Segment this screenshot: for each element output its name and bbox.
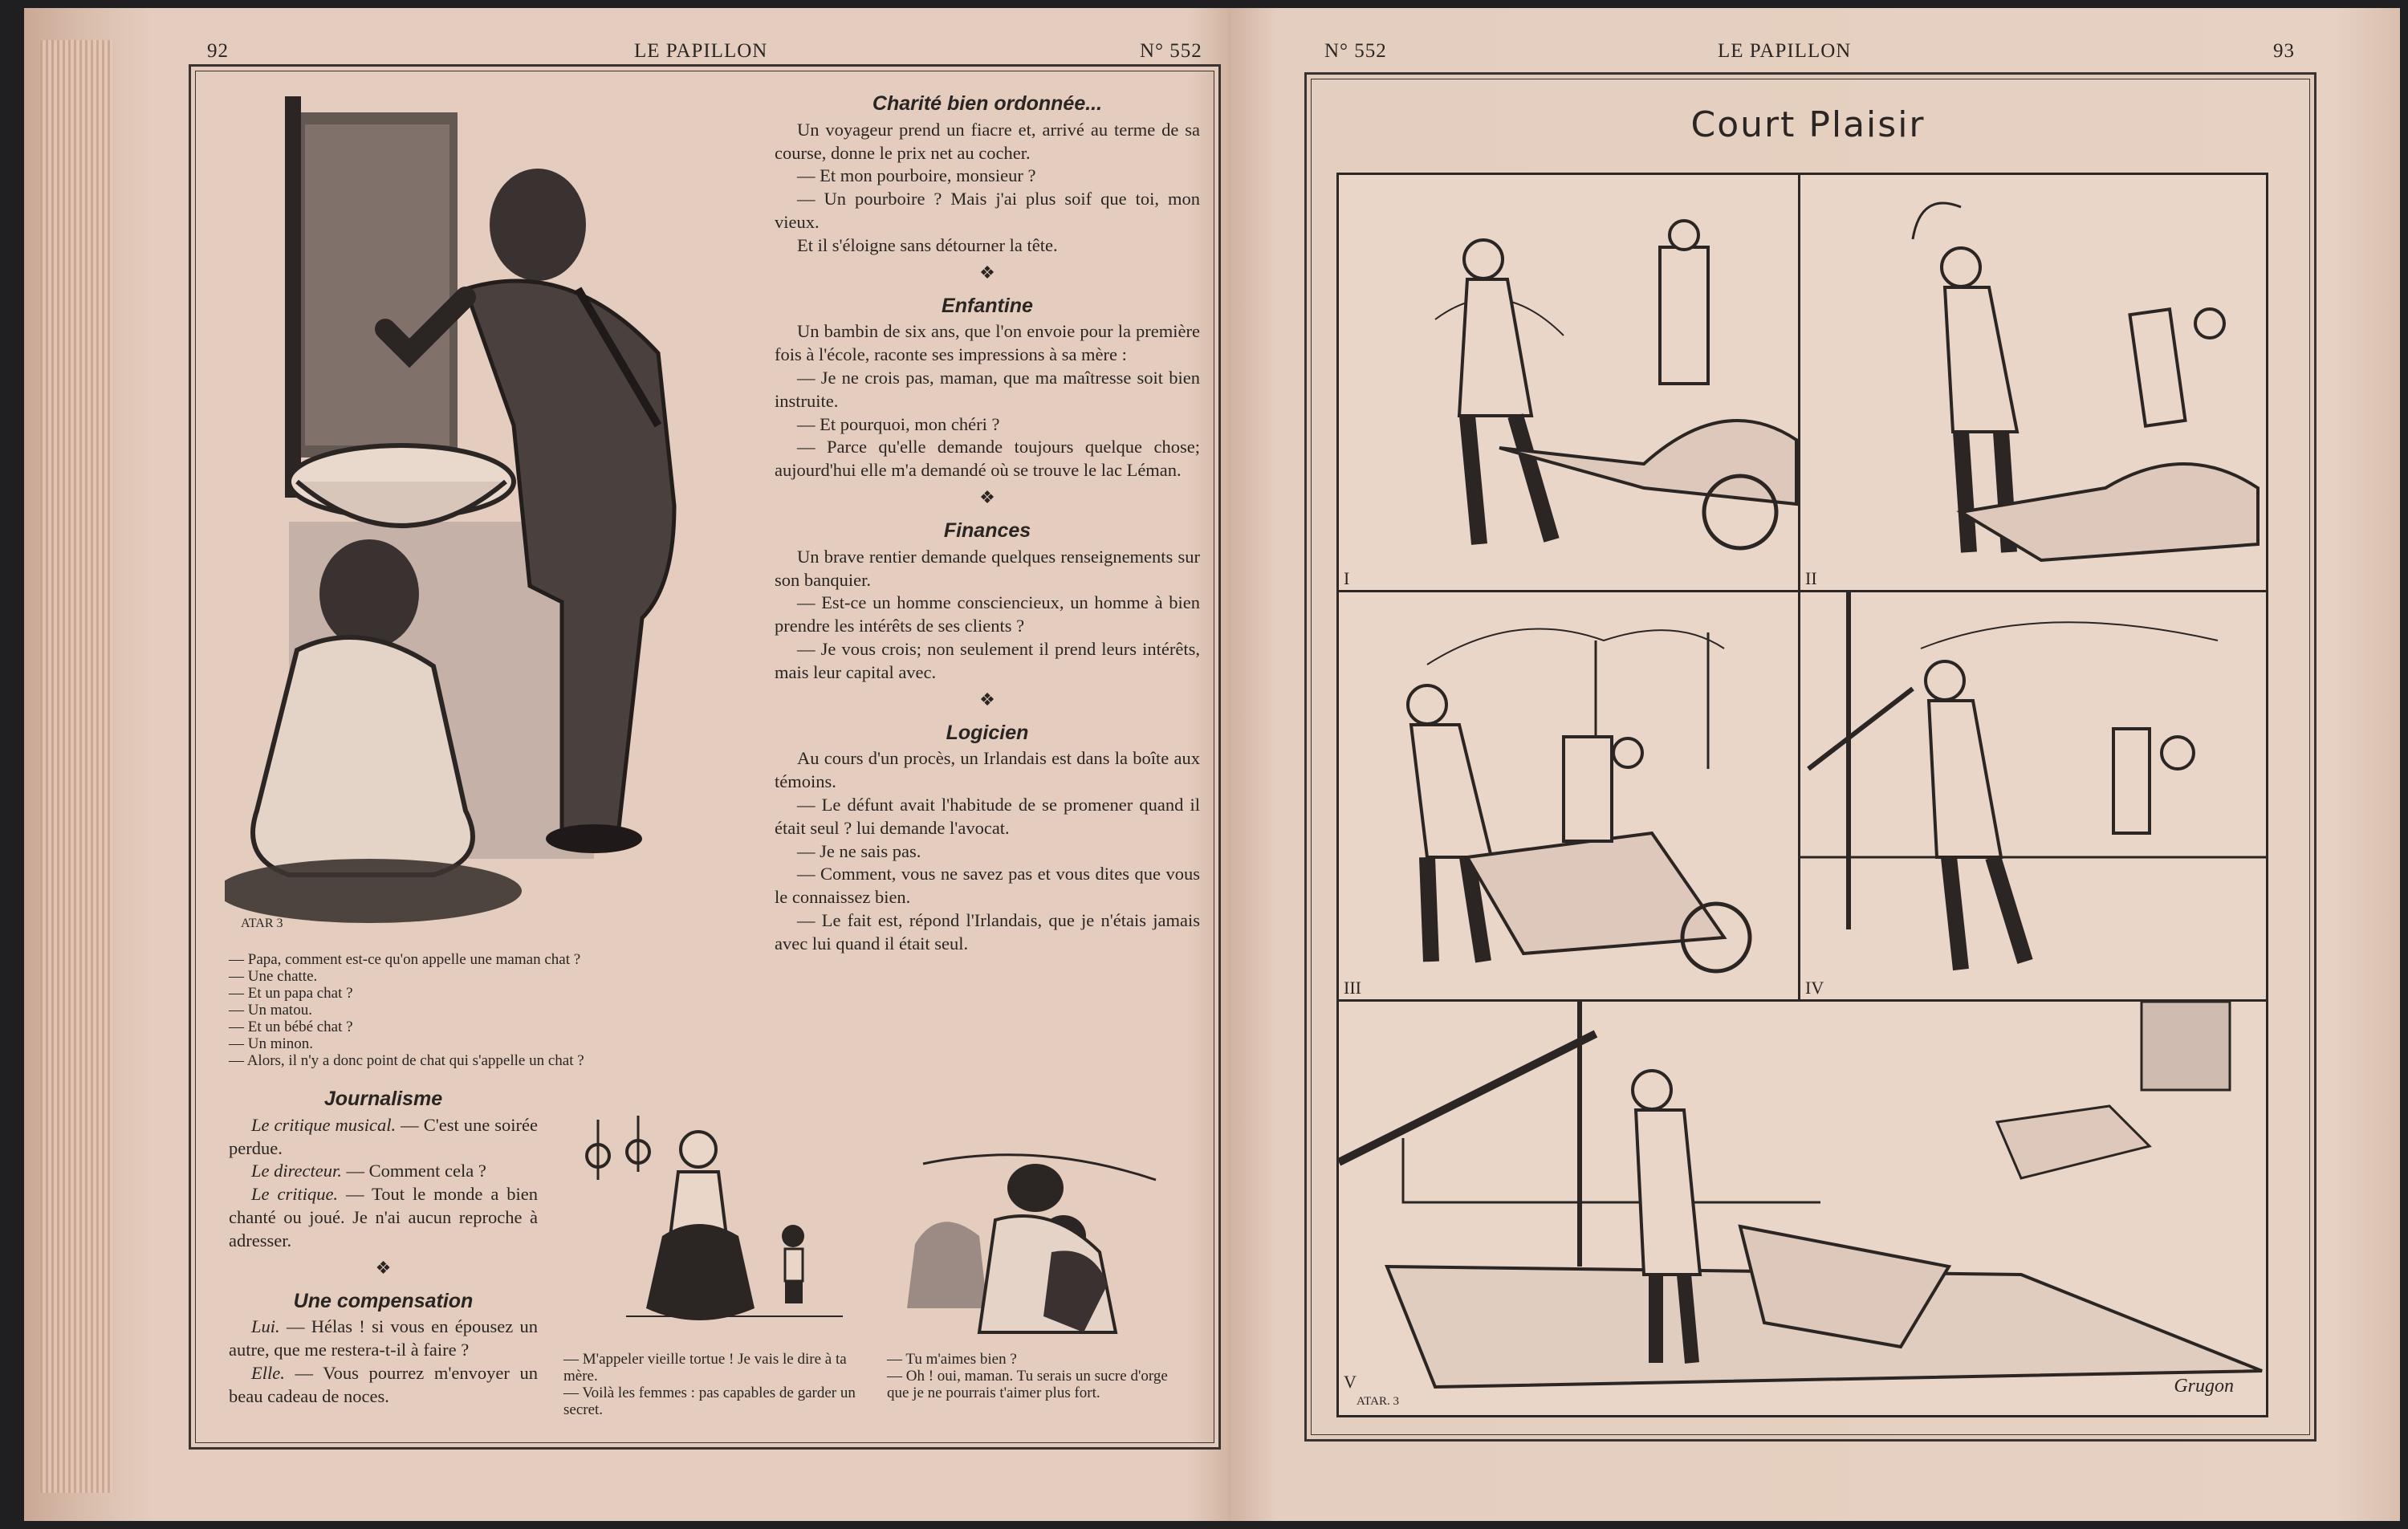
speaker: Le directeur. <box>251 1161 342 1181</box>
journal-title-left: LE PAPILLON <box>634 40 768 62</box>
comic-title: Court Plaisir <box>1690 104 1926 145</box>
journal-title-right: LE PAPILLON <box>1718 40 1852 62</box>
speaker: Elle. <box>251 1362 285 1383</box>
paragraph: — Je ne sais pas. <box>797 840 921 861</box>
panel-drawing <box>1800 592 2266 1002</box>
caption-tortue <box>563 1351 856 1418</box>
paragraph: — Je vous crois; non seulement il prend leurs intérêts, mais leur capital avec. <box>775 638 1200 682</box>
paragraph: — Le défunt avait l'habitude de se promener quand il était seul ? lui demande l'avocat. <box>775 794 1200 838</box>
comic-panel-2 <box>1798 173 2268 595</box>
panel-drawing <box>1339 1002 2266 1415</box>
caption-line: — Tu m'aimes bien ? <box>887 1351 1017 1368</box>
left-page <box>24 8 1228 1521</box>
issue-number-right: N° 552 <box>1324 40 1387 62</box>
paragraph: — Et mon pourboire, monsieur ? <box>797 165 1036 186</box>
paragraph: Au cours d'un procès, un Irlandais est dans la boîte aux témoins. <box>775 748 1200 792</box>
panel-drawing <box>1339 592 1800 1002</box>
caption-line: — Papa, comment est-ce qu'on appelle une maman chat ? <box>229 951 581 968</box>
speaker: Le critique. <box>251 1184 339 1205</box>
speaker: Le critique musical. <box>251 1114 397 1135</box>
dialogue-line <box>229 1316 538 1362</box>
line-text: — Vous pourrez m'envoyer un beau cadeau de noces. <box>229 1362 538 1406</box>
text-column-lower-left <box>229 1088 538 1409</box>
paragraph: — Le fait est, répond l'Irlandais, que je n'étais jamais avec lui quand il était seul. <box>775 909 1200 954</box>
panel-number: II <box>1805 568 1817 588</box>
heading-enfantine: Enfantine <box>942 294 1033 317</box>
dialogue-line <box>229 1114 538 1161</box>
ornament: ❖ <box>375 1257 392 1278</box>
comic-panel-4 <box>1798 590 2268 1004</box>
caption-line: — Voilà les femmes : pas capables de garder un secret. <box>563 1385 856 1418</box>
paragraph: — Parce qu'elle demande toujours quelque chose; aujourd'hui elle m'a demandé où se trouve le lac Léman. <box>775 437 1200 481</box>
caption-line: — Une chatte. <box>229 968 318 985</box>
ornament: ❖ <box>979 486 995 507</box>
right-page <box>1228 8 2400 1521</box>
caption-aimes <box>887 1351 1192 1401</box>
page-number-right: 93 <box>2273 40 2295 62</box>
paragraph: — Et pourquoi, mon chéri ? <box>797 413 1000 434</box>
comic-panel-1 <box>1336 173 1803 595</box>
panel-number: IV <box>1805 978 1824 998</box>
line-text: — Hélas ! si vous en épousez un autre, que me restera-t-il à faire ? <box>229 1316 538 1360</box>
caption-line: — Un matou. <box>229 1002 312 1019</box>
heading-compensation: Une compensation <box>293 1289 474 1312</box>
paragraph: Un brave rentier demande quelques renseignements sur son banquier. <box>775 546 1200 590</box>
panel-drawing <box>1800 175 2266 592</box>
page-number-left: 92 <box>207 40 229 62</box>
panel-number: III <box>1344 978 1361 998</box>
paragraph: — Un pourboire ? Mais j'ai plus soif que toi, mon vieux. <box>775 189 1200 232</box>
caption-line: — Oh ! oui, maman. Tu serais un sucre d'orge que je ne pourrais t'aimer plus fort. <box>887 1368 1168 1401</box>
paragraph: Un bambin de six ans, que l'on envoie pour la première fois à l'école, raconte ses impressions à sa mère : <box>775 321 1200 365</box>
issue-number-left: N° 552 <box>1140 40 1202 62</box>
paragraph: Un voyageur prend un fiacre et, arrivé au terme de sa course, donne le prix net au cocher. <box>775 119 1200 163</box>
paragraph: — Comment, vous ne savez pas et vous dites que vous le connaissez bien. <box>775 864 1200 908</box>
speaker: Lui. <box>251 1316 280 1337</box>
caption-line: — Un minon. <box>229 1035 314 1052</box>
paragraph: — Est-ce un homme consciencieux, un homme à bien prendre les intérêts de ses clients ? <box>775 592 1200 636</box>
ornament: ❖ <box>979 689 995 710</box>
caption-line: — Et un papa chat ? <box>229 985 353 1002</box>
panel-signature: ATAR. 3 <box>1357 1395 1399 1408</box>
illustration-father-shaving <box>225 88 738 939</box>
book-spread <box>24 8 2400 1521</box>
paragraph: Et il s'éloigne sans détourner la tête. <box>797 234 1058 255</box>
heading-finances: Finances <box>943 518 1031 542</box>
line-text: — Tout le monde a bien chanté ou joué. Je n'ai aucun reproche à adresser. <box>229 1184 538 1250</box>
line-text: — C'est une soirée perdue. <box>229 1114 539 1158</box>
artist-signature: Grugon <box>2174 1376 2234 1397</box>
caption-line: — Et un bébé chat ? <box>229 1019 353 1035</box>
comic-panel-3 <box>1336 590 1803 1004</box>
page-edges <box>40 40 112 1493</box>
dialogue-line <box>229 1183 538 1252</box>
caption-line: — M'appeler vieille tortue ! Je vais le dire à ta mère. <box>563 1351 847 1385</box>
caption-line: — Alors, il n'y a donc point de chat qui s'appelle un chat ? <box>229 1052 584 1069</box>
dialogue-line <box>229 1362 538 1409</box>
line-text: — Comment cela ? <box>341 1161 486 1181</box>
artist-mark: ATAR 3 <box>241 917 283 930</box>
ornament: ❖ <box>979 262 995 283</box>
illustration-mother-embrace <box>891 1148 1180 1348</box>
illustration-mother-and-boy <box>578 1116 851 1332</box>
heading-journalisme: Journalisme <box>323 1088 443 1110</box>
illustration-caption <box>229 951 726 1069</box>
comic-panel-5 <box>1336 999 2268 1417</box>
text-column-right <box>775 92 1200 956</box>
panel-number: I <box>1344 568 1350 588</box>
dialogue-line <box>229 1160 538 1183</box>
heading-charite: Charité bien ordonnée... <box>872 92 1103 115</box>
panel-drawing <box>1339 175 1800 592</box>
heading-logicien: Logicien <box>946 721 1029 744</box>
panel-number: V <box>1344 1372 1357 1392</box>
paragraph: — Je ne crois pas, maman, que ma maîtresse soit bien instruite. <box>775 367 1200 411</box>
